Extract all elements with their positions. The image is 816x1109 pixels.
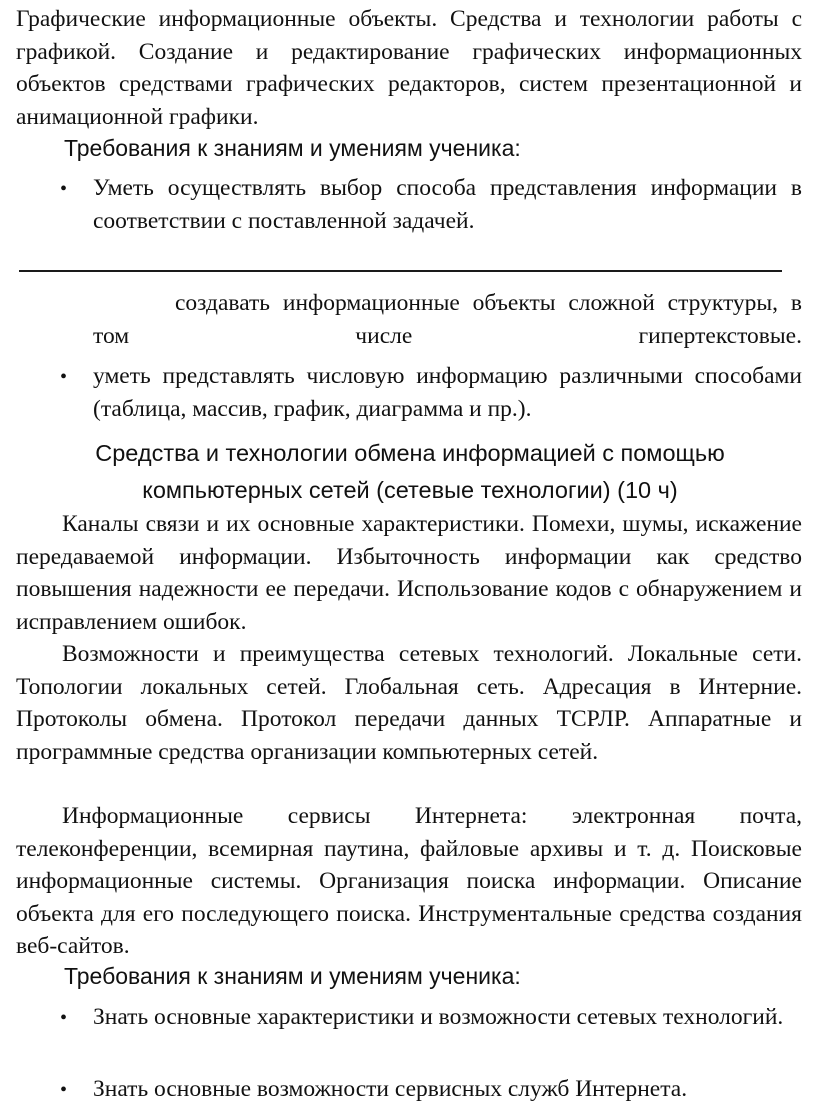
bullet-marker: • bbox=[60, 178, 68, 200]
networks-paragraph-1: Каналы связи и их основные характеристики. Помехи, шумы, искажение передаваемой информации. Избыточность информации как средство повышения надежности ее передачи. Использование кодов с обнаружением и исправлением ошибок. bbox=[16, 511, 802, 635]
requirements-title-networks: Требования к знаниям и умениям ученика: bbox=[64, 963, 521, 989]
bullet-marker: • bbox=[60, 1007, 68, 1029]
bullet-marker: • bbox=[60, 366, 68, 388]
graphics-paragraph: Графические информационные объекты. Средства и технологии работы с графикой. Создание и редактирование графических информационных объектов средствами графических редакторов, систем презентационной и анимационной графики. bbox=[16, 6, 802, 130]
graphics-bullet-1: Уметь осуществлять выбор способа представления информации в соответствии с поставленной задачей. bbox=[93, 175, 802, 234]
requirements-title-graphics: Требования к знаниям и умениям ученика: bbox=[64, 135, 521, 161]
section-heading-line-1: Средства и технологии обмена информацией с помощью bbox=[95, 440, 725, 466]
networks-bullet-2: Знать основные возможности сервисных служб Интернета. bbox=[93, 1076, 688, 1102]
graphics-continued-text: создавать информационные объекты сложной структуры, в том числе гипертекстовые. bbox=[93, 290, 802, 349]
horizontal-rule bbox=[19, 270, 782, 272]
networks-paragraph-2: Возможности и преимущества сетевых технологий. Локальные сети. Топологии локальных сетей. Глобальная сеть. Адресация в Интерние. Протоколы обмена. Протокол передачи данных ТСРЛР. Аппаратные и программные средства организации компьютерных сетей. bbox=[16, 641, 802, 765]
section-heading-line-2: компьютерных сетей (сетевые технологии) (10 ч) bbox=[142, 477, 678, 503]
networks-bullet-1: Знать основные характеристики и возможности сетевых технологий. bbox=[93, 1004, 784, 1030]
graphics-bullet-2: уметь представлять числовую информацию различными способами (таблица, массив, график, диаграмма и пр.). bbox=[93, 363, 802, 422]
bullet-marker: • bbox=[60, 1079, 68, 1101]
networks-paragraph-3: Информационные сервисы Интернета: электронная почта, телеконференции, всемирная паутина, файловые архивы и т. д. Поисковые информационные системы. Организация поиска информации. Описание объекта для его последующего поиска. Инструментальные средства создания веб-сайтов. bbox=[16, 803, 802, 959]
